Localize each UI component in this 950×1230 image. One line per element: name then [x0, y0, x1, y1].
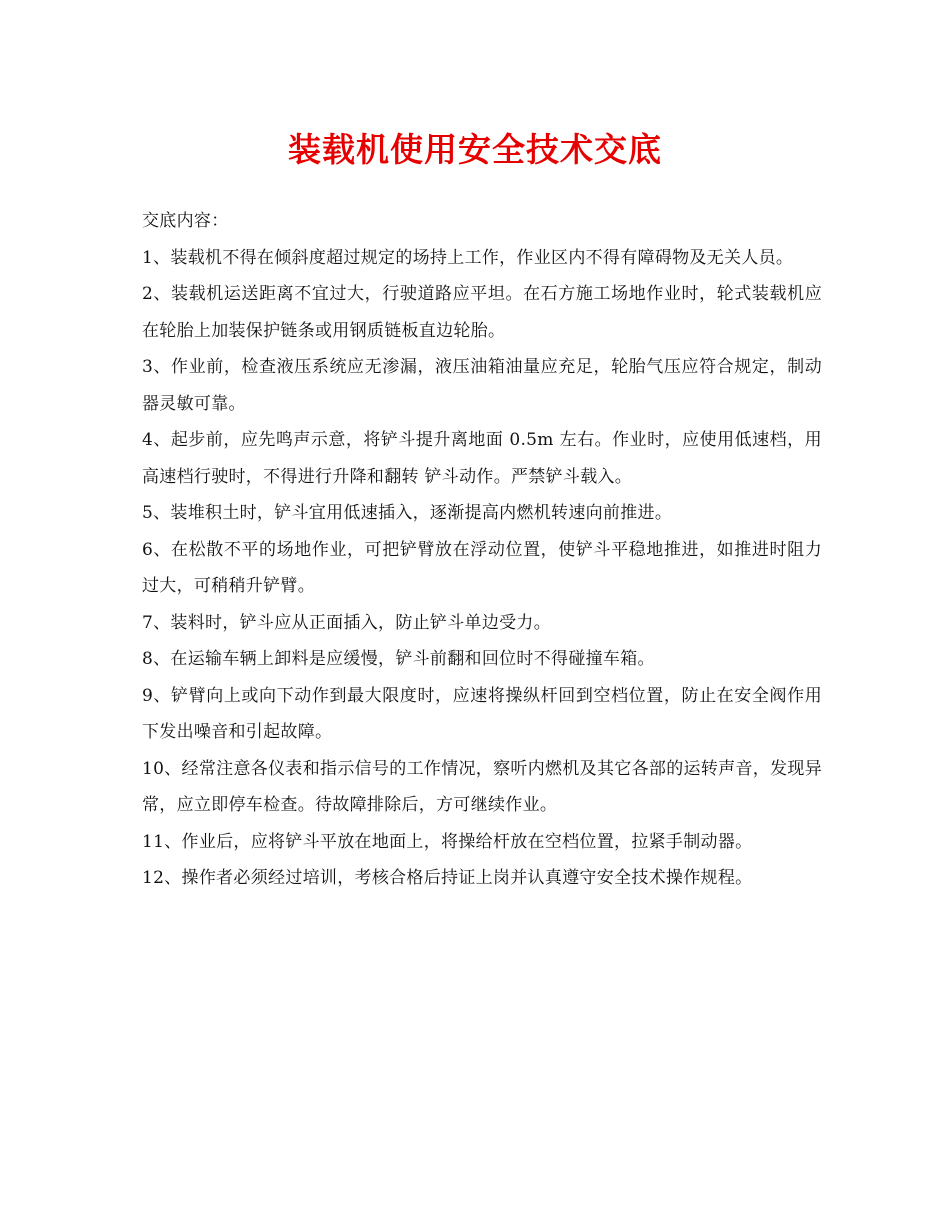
paragraph-item-3: 3、作业前，检查液压系统应无渗漏，液压油箱油量应充足，轮胎气压应符合规定，制动器灵敏可靠。	[142, 357, 822, 414]
intro-label: 交底内容：	[142, 211, 229, 231]
paragraph-item-7: 7、装料时，铲斗应从正面插入，防止铲斗单边受力。	[142, 612, 552, 633]
paragraph-item-12: 12、操作者必须经过培训，考核合格后持证上岗并认真遵守安全技术操作规程。	[142, 868, 753, 888]
document-title: 装载机使用安全技术交底	[288, 130, 662, 169]
paragraph-item-11: 11、作业后，应将铲斗平放在地面上，将操给杆放在空档位置，拉紧手制动器。	[142, 831, 753, 852]
paragraph-item-1: 1、装载机不得在倾斜度超过规定的场持上工作，作业区内不得有障碍物及无关人员。	[142, 247, 794, 268]
paragraph-item-6: 6、在松散不平的场地作业，可把铲臂放在浮动位置，使铲斗平稳地推进，如推进时阻力过大，可稍稍升铲臂。	[142, 539, 822, 596]
paragraph-item-9: 9、铲臂向上或向下动作到最大限度时，应速将操纵杆回到空档位置，防止在安全阀作用下发出噪音和引起故障。	[142, 685, 822, 742]
paragraph-item-2: 2、装载机运送距离不宜过大，行驶道路应平坦。在石方施工场地作业时，轮式装载机应在轮胎上加装保护链条或用钢质链板直边轮胎。	[142, 284, 822, 341]
paragraph-item-8: 8、在运输车辆上卸料是应缓慢，铲斗前翻和回位时不得碰撞车箱。	[142, 649, 655, 669]
paragraph-item-4: 4、起步前，应先鸣声示意，将铲斗提升离地面 0.5m 左右。作业时，应使用低速档，用高速档行驶时，不得进行升降和翻转 铲斗动作。严禁铲斗载入。	[142, 430, 822, 487]
document-body	[142, 203, 822, 897]
paragraph-item-10: 10、经常注意各仪表和指示信号的工作情况，察听内燃机及其它各部的运转声音，发现异常，应立即停车检查。待故障排除后，方可继续作业。	[142, 758, 822, 815]
paragraph-item-5: 5、装堆积土时，铲斗宜用低速插入，逐渐提高内燃机转速向前推进。	[142, 503, 673, 523]
